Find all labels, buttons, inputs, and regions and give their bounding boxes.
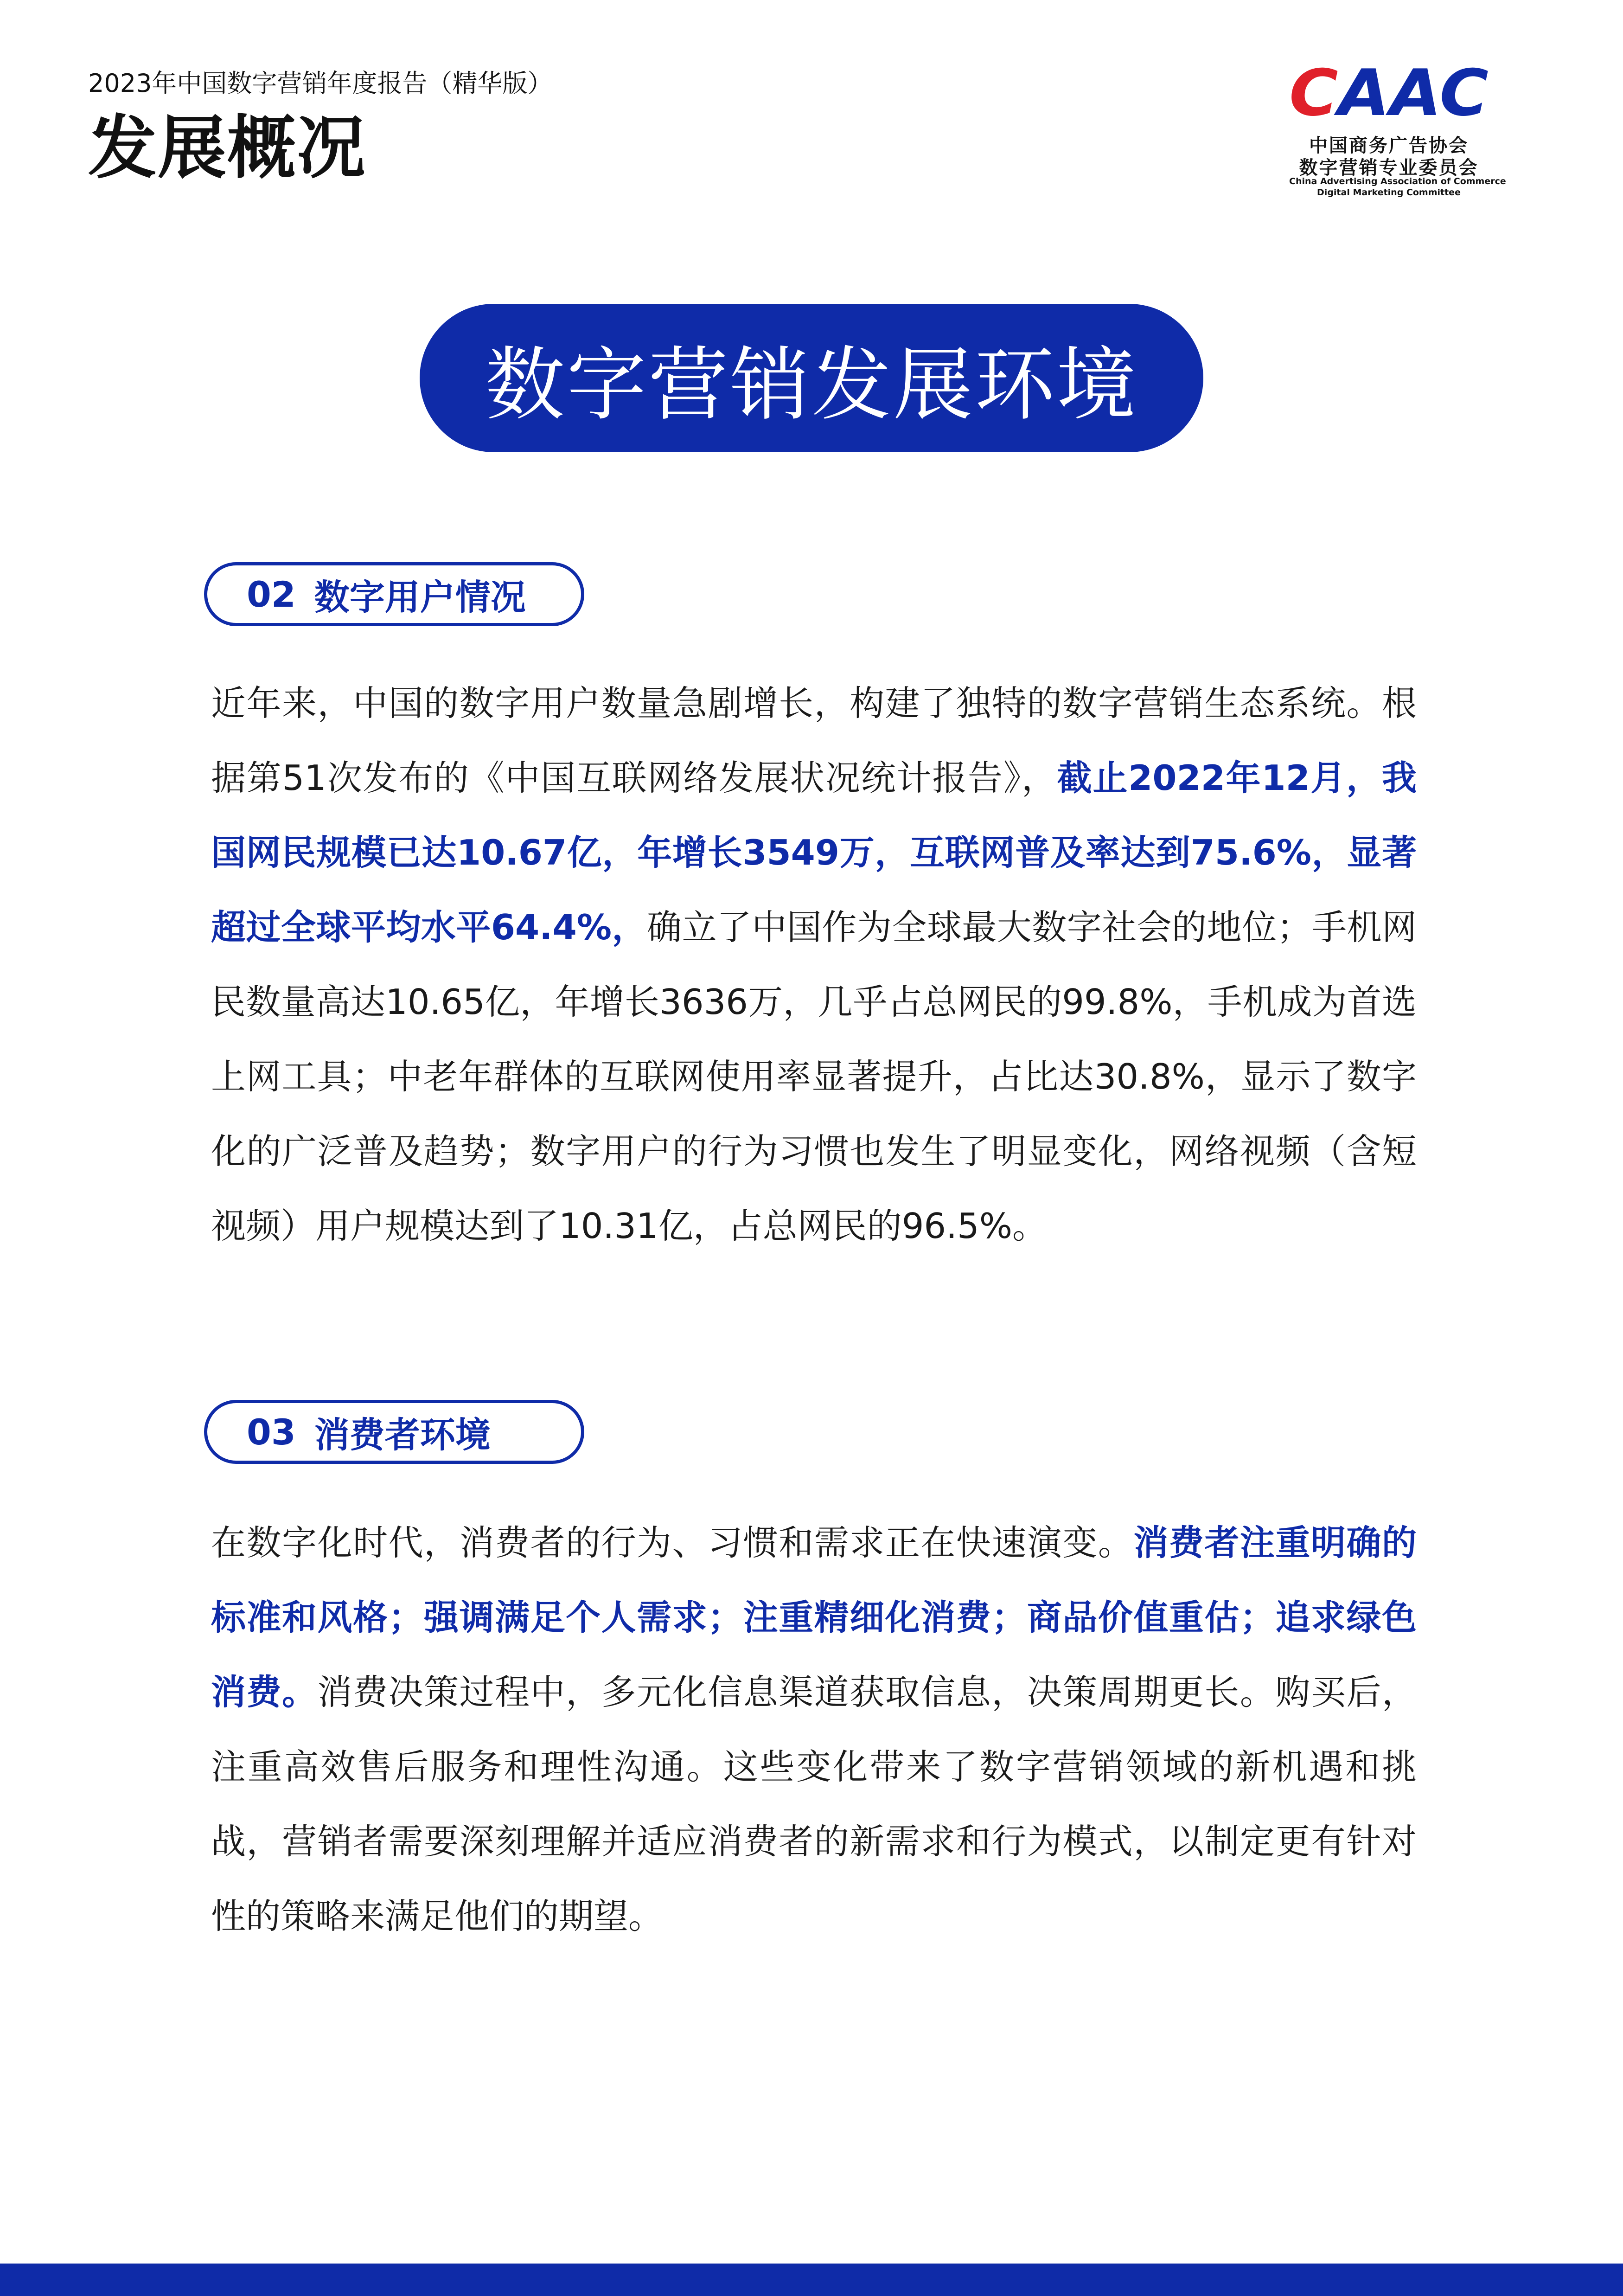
section-02-paragraph [211,666,1417,1263]
report-subtitle: 2023年中国数字营销年度报告（精华版） [88,69,553,98]
caac-letter-c1: C [1289,60,1336,130]
logo-en-line2: Digital Marketing Committee [1317,187,1461,198]
section-03-number: 03 [247,1411,296,1453]
footer-bar [0,2264,1623,2296]
caac-logo-text [1289,60,1489,130]
section-02-highlight: 截止2022年12月，我国网民规模已达10.67亿，年增长3549万，互联网普及率达到75.6%，显著超过全球平均水平64.4%， [211,757,1417,948]
caac-logo [1284,60,1506,204]
caac-letter-a1: A [1338,60,1388,130]
caac-letter-a2: A [1390,60,1438,130]
section-02-label [204,562,584,626]
section-03-title: 消费者环境 [314,1414,491,1456]
logo-en-line1: China Advertising Association of Commerce [1289,176,1506,186]
section-03-text-2: 消费决策过程中，多元化信息渠道获取信息，决策周期更长。购买后，注重高效售后服务和理性沟通。这些变化带来了数字营销领域的新机遇和挑战，营销者需要深刻理解并适应消费者的新需求和行为模式，以制定更有针对性的策略来满足他们的期望。 [211,1672,1417,1937]
logo-cn-line1: 中国商务广告协会 [1309,135,1469,156]
caac-letter-c2: C [1439,60,1487,130]
section-02-text-2: 确立了中国作为全球最大数字社会的地位；手机网民数量高达10.65亿，年增长3636万，几乎占总网民的99.8%，手机成为首选上网工具；中老年群体的互联网使用率显著提升，占比达30.8%，显示了数字化的广泛普及趋势；数字用户的行为习惯也发生了明显变化，网络视频（含短视频）用户规模达到了10.31亿，占总网民的96.5%。 [211,907,1417,1246]
logo-cn-line2: 数字营销专业委员会 [1299,157,1479,179]
caac-logo-mark [1284,60,1493,130]
section-03-label [204,1400,584,1464]
main-title: 数字营销发展环境 [485,338,1138,431]
section-02-title: 数字用户情况 [314,576,526,618]
section-03-text-1: 在数字化时代，消费者的行为、习惯和需求正在快速演变。 [211,1522,1134,1563]
section-03-highlight: 消费者注重明确的标准和风格；强调满足个人需求；注重精细化消费；商品价值重估；追求绿色消费。 [211,1522,1417,1712]
section-03-paragraph [211,1506,1417,1954]
section-heading: 发展概况 [88,108,366,188]
main-title-banner [420,304,1203,452]
section-02-text-1: 近年来，中国的数字用户数量急剧增长，构建了独特的数字营销生态系统。根据第51次发布的《中国互联网络发展状况统计报告》， [211,683,1417,798]
section-02-number: 02 [247,573,296,615]
